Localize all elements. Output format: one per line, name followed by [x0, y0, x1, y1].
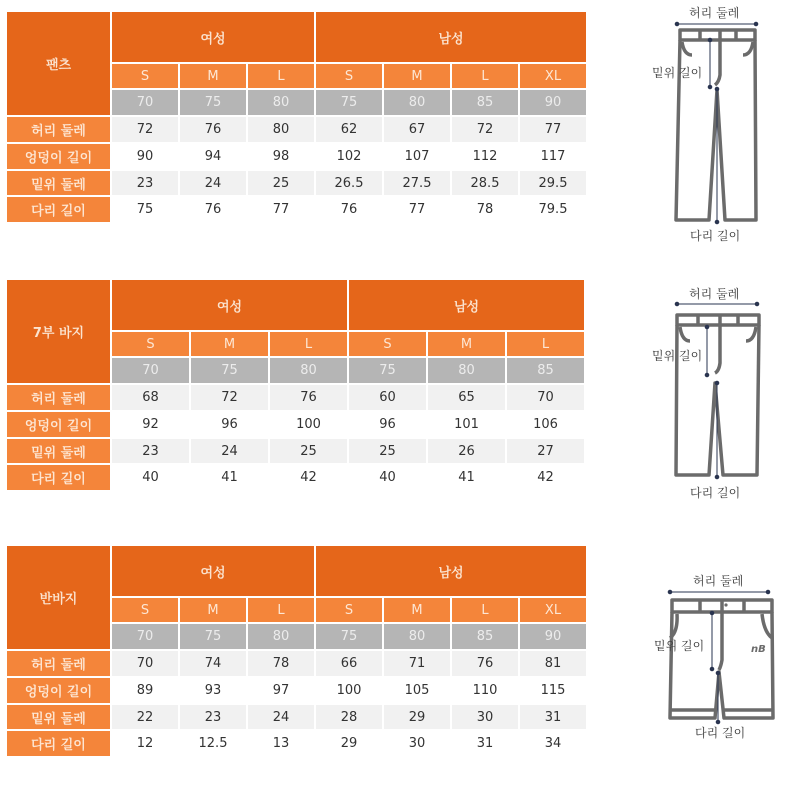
cell: 42	[270, 465, 347, 490]
cell: 76	[180, 197, 246, 222]
cell: 96	[191, 412, 268, 437]
cell: 27.5	[384, 171, 450, 195]
waist-size: 75	[349, 358, 426, 383]
waist-size: 90	[520, 624, 586, 649]
cell: 77	[384, 197, 450, 222]
cell: 23	[112, 171, 178, 195]
cell: 24	[180, 171, 246, 195]
cell: 62	[316, 117, 382, 142]
table-row	[7, 439, 584, 463]
long-pants-icon	[640, 0, 800, 250]
size-header: M	[180, 64, 246, 88]
waist-label: 허리 둘레	[693, 574, 744, 588]
row-label: 밑위 둘레	[7, 171, 110, 195]
waist-size: 70	[112, 90, 178, 115]
size-header: M	[191, 332, 268, 356]
cell: 22	[112, 705, 178, 729]
category-label: 팬츠	[7, 12, 110, 115]
category-label: 7부 바지	[7, 280, 110, 383]
waist-size: 75	[180, 624, 246, 649]
cell: 76	[180, 117, 246, 142]
row-label: 밑위 둘레	[7, 705, 110, 729]
cell: 76	[452, 651, 518, 676]
size-header: S	[316, 598, 382, 622]
table-row	[7, 678, 586, 703]
table-row	[7, 171, 586, 195]
cell: 29	[316, 731, 382, 756]
cell: 81	[520, 651, 586, 676]
size-header: L	[248, 598, 314, 622]
cell: 92	[112, 412, 189, 437]
cell: 28.5	[452, 171, 518, 195]
waist-size: 70	[112, 358, 189, 383]
cropped-pants-icon	[640, 275, 800, 505]
size-header: S	[316, 64, 382, 88]
cell: 13	[248, 731, 314, 756]
rise-label: 밑위 길이	[652, 349, 703, 363]
waist-size: 80	[428, 358, 505, 383]
waist-size: 85	[452, 624, 518, 649]
table-row	[7, 651, 586, 676]
cell: 96	[349, 412, 426, 437]
cell: 65	[428, 385, 505, 410]
size-header: L	[270, 332, 347, 356]
cell: 94	[180, 144, 246, 169]
cell: 23	[180, 705, 246, 729]
table-row	[7, 117, 586, 142]
waist-size: 80	[248, 90, 314, 115]
cell: 30	[384, 731, 450, 756]
waist-size: 80	[270, 358, 347, 383]
cell: 78	[452, 197, 518, 222]
shorts-measurement-diagram	[640, 560, 800, 750]
cell: 40	[112, 465, 189, 490]
size-header: M	[180, 598, 246, 622]
waist-size: 85	[452, 90, 518, 115]
waist-size: 80	[384, 624, 450, 649]
shorts-size-table	[5, 544, 588, 758]
size-header: M	[384, 64, 450, 88]
table-row	[7, 705, 586, 729]
cell: 40	[349, 465, 426, 490]
cell: 79.5	[520, 197, 586, 222]
cell: 26	[428, 439, 505, 463]
cell: 117	[520, 144, 586, 169]
cell: 67	[384, 117, 450, 142]
cell: 93	[180, 678, 246, 703]
cell: 78	[248, 651, 314, 676]
waist-size: 75	[316, 90, 382, 115]
cell: 70	[507, 385, 584, 410]
cell: 70	[112, 651, 178, 676]
cell: 72	[112, 117, 178, 142]
cell: 26.5	[316, 171, 382, 195]
men-header: 남성	[316, 12, 586, 62]
cell: 41	[191, 465, 268, 490]
size-header: XL	[520, 598, 586, 622]
pants-measurement-diagram	[640, 0, 800, 250]
cell: 72	[191, 385, 268, 410]
pants-size-table	[5, 10, 588, 224]
cell: 25	[270, 439, 347, 463]
cell: 102	[316, 144, 382, 169]
cell: 66	[316, 651, 382, 676]
men-header: 남성	[316, 546, 586, 596]
rise-label: 밑위 길이	[654, 639, 705, 653]
cell: 23	[112, 439, 189, 463]
waist-size: 80	[384, 90, 450, 115]
cell: 77	[248, 197, 314, 222]
cropped-pants-measurement-diagram	[640, 275, 800, 505]
cell: 74	[180, 651, 246, 676]
waist-size: 75	[191, 358, 268, 383]
cell: 71	[384, 651, 450, 676]
brand-logo-icon: nB	[751, 644, 766, 655]
cell: 34	[520, 731, 586, 756]
cell: 75	[112, 197, 178, 222]
cropped-pants-size-table	[5, 278, 586, 492]
cell: 98	[248, 144, 314, 169]
cell: 42	[507, 465, 584, 490]
size-header: L	[248, 64, 314, 88]
cell: 60	[349, 385, 426, 410]
cell: 24	[248, 705, 314, 729]
cell: 30	[452, 705, 518, 729]
row-label: 허리 둘레	[7, 385, 110, 410]
waist-size: 75	[316, 624, 382, 649]
cell: 97	[248, 678, 314, 703]
size-header: L	[507, 332, 584, 356]
waist-size: 85	[507, 358, 584, 383]
leg-label: 다리 길이	[690, 486, 741, 500]
cell: 110	[452, 678, 518, 703]
size-header: XL	[520, 64, 586, 88]
cell: 112	[452, 144, 518, 169]
cell: 76	[316, 197, 382, 222]
cell: 31	[452, 731, 518, 756]
size-header: L	[452, 64, 518, 88]
cell: 76	[270, 385, 347, 410]
cell: 12.5	[180, 731, 246, 756]
leg-label: 다리 길이	[690, 229, 741, 243]
cell: 27	[507, 439, 584, 463]
row-label: 엉덩이 길이	[7, 678, 110, 703]
table-row	[7, 144, 586, 169]
cell: 28	[316, 705, 382, 729]
cell: 90	[112, 144, 178, 169]
table-row	[7, 465, 584, 490]
leg-label: 다리 길이	[695, 726, 746, 740]
size-header: L	[452, 598, 518, 622]
women-header: 여성	[112, 12, 314, 62]
cell: 107	[384, 144, 450, 169]
waist-size: 80	[248, 624, 314, 649]
waist-size: 70	[112, 624, 178, 649]
cell: 29.5	[520, 171, 586, 195]
waist-size: 75	[180, 90, 246, 115]
cell: 68	[112, 385, 189, 410]
cell: 25	[349, 439, 426, 463]
table-row	[7, 731, 586, 756]
cell: 25	[248, 171, 314, 195]
cell: 80	[248, 117, 314, 142]
row-label: 다리 길이	[7, 465, 110, 490]
size-header: S	[112, 332, 189, 356]
cell: 72	[452, 117, 518, 142]
row-label: 밑위 둘레	[7, 439, 110, 463]
table-row	[7, 197, 586, 222]
size-header: S	[349, 332, 426, 356]
rise-label: 밑위 길이	[652, 66, 703, 80]
category-label: 반바지	[7, 546, 110, 649]
row-label: 엉덩이 길이	[7, 412, 110, 437]
table-row	[7, 385, 584, 410]
size-header: S	[112, 598, 178, 622]
cell: 41	[428, 465, 505, 490]
cell: 89	[112, 678, 178, 703]
cell: 31	[520, 705, 586, 729]
cell: 100	[270, 412, 347, 437]
women-header: 여성	[112, 280, 347, 330]
cell: 106	[507, 412, 584, 437]
cell: 12	[112, 731, 178, 756]
cell: 105	[384, 678, 450, 703]
cell: 24	[191, 439, 268, 463]
size-header: M	[384, 598, 450, 622]
women-header: 여성	[112, 546, 314, 596]
row-label: 허리 둘레	[7, 117, 110, 142]
waist-size: 90	[520, 90, 586, 115]
row-label: 다리 길이	[7, 197, 110, 222]
cell: 115	[520, 678, 586, 703]
cell: 100	[316, 678, 382, 703]
row-label: 엉덩이 길이	[7, 144, 110, 169]
waist-label: 허리 둘레	[689, 6, 740, 20]
row-label: 허리 둘레	[7, 651, 110, 676]
cell: 77	[520, 117, 586, 142]
waist-label: 허리 둘레	[689, 287, 740, 301]
size-header: M	[428, 332, 505, 356]
men-header: 남성	[349, 280, 584, 330]
row-label: 다리 길이	[7, 731, 110, 756]
cell: 101	[428, 412, 505, 437]
cell: 29	[384, 705, 450, 729]
table-row	[7, 412, 584, 437]
size-header: S	[112, 64, 178, 88]
